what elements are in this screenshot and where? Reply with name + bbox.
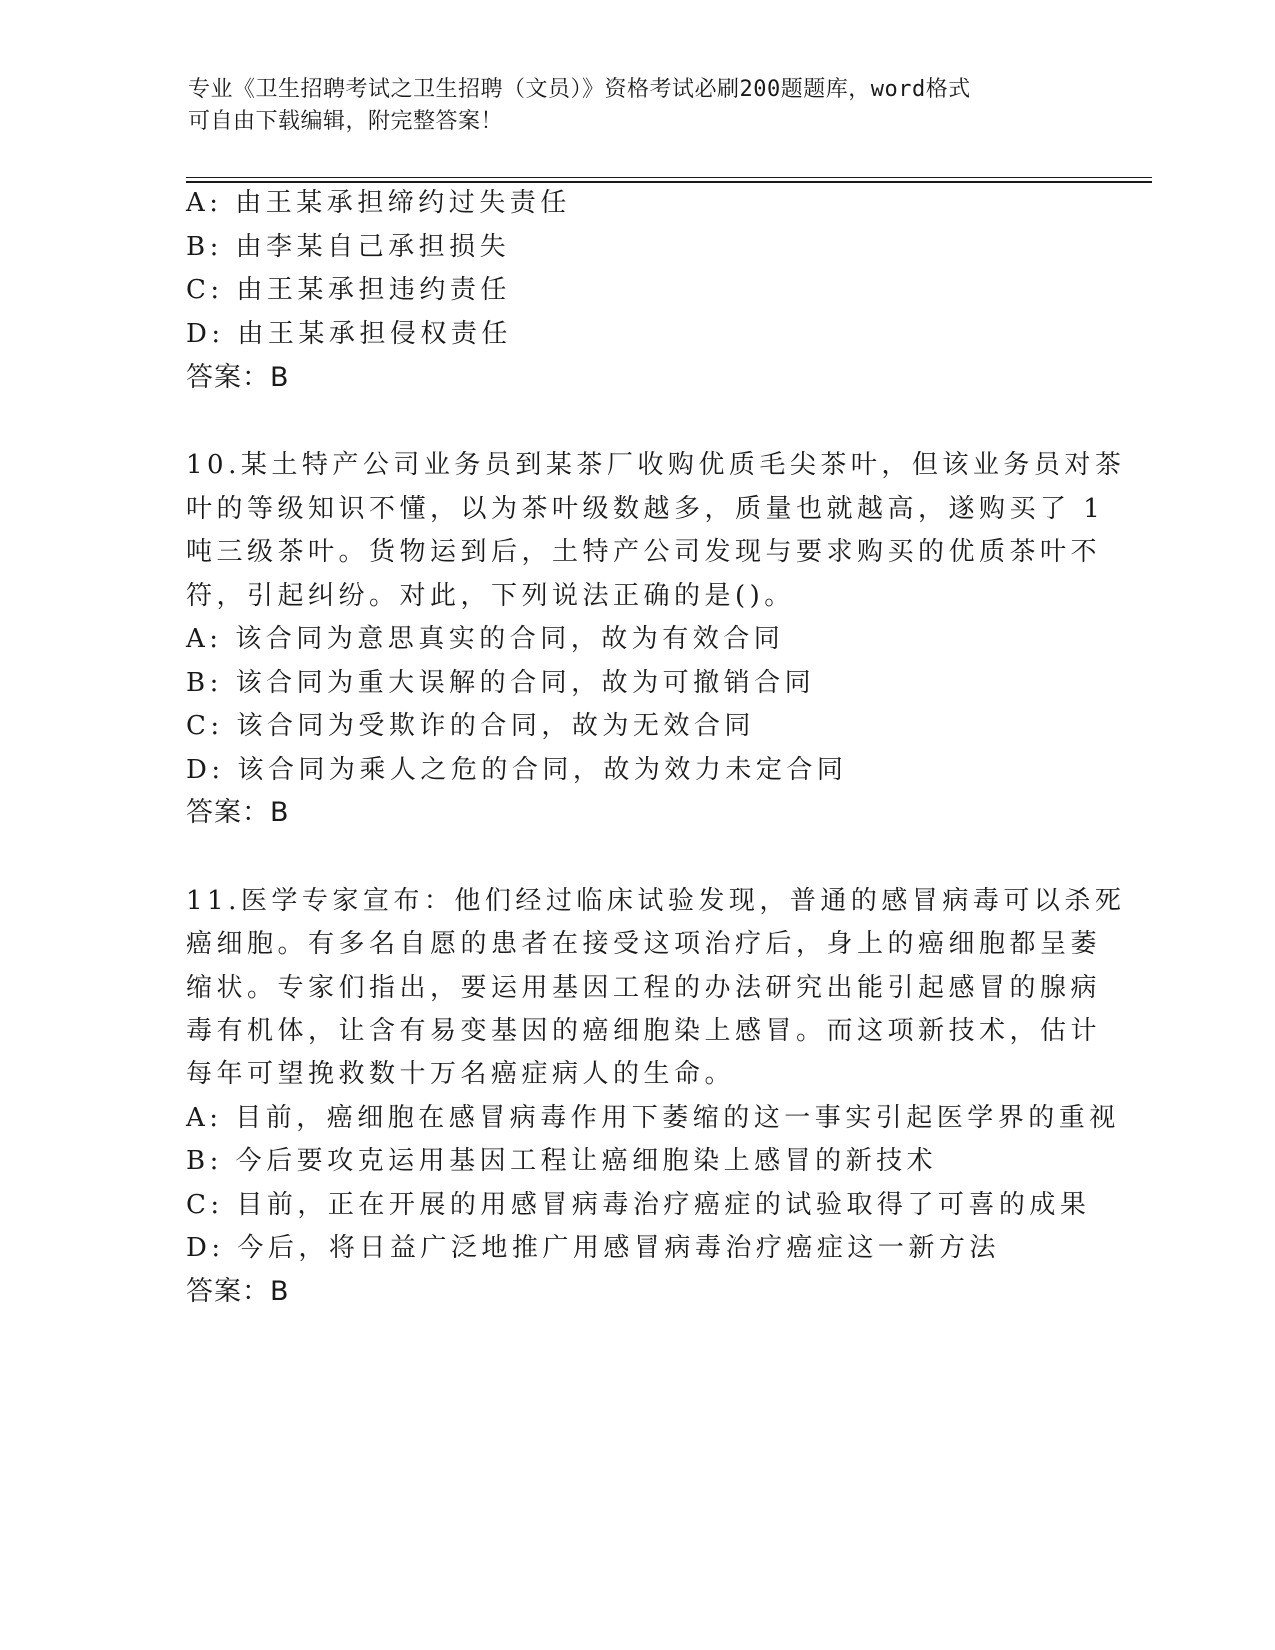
q9-option-a: A: 由王某承担缔约过失责任 [186, 188, 571, 218]
q9-option-b: B: 由李某自己承担损失 [186, 232, 511, 262]
q10-answer: 答案：B [186, 797, 290, 828]
q9-option-d: D: 由王某承担侵权责任 [186, 319, 512, 349]
q11-option-a: A: 目前，癌细胞在感冒病毒作用下萎缩的这一事实引起医学界的重视 [186, 1103, 1120, 1133]
q11-stem-line-4: 毒有机体，让含有易变基因的癌细胞染上感冒。而这项新技术，估计 [186, 1016, 1102, 1046]
q10-stem-line-4: 符，引起纠纷。对此，下列说法正确的是()。 [186, 581, 795, 611]
q11-option-b: B: 今后要攻克运用基因工程让癌细胞染上感冒的新技术 [186, 1146, 938, 1176]
q11-answer: 答案：B [186, 1276, 290, 1307]
q11-stem-line-1: 11.医学专家宣布：他们经过临床试验发现，普通的感冒病毒可以杀死 [186, 886, 1126, 916]
header-divider-thin [186, 177, 1152, 178]
q10-option-a: A: 该合同为意思真实的合同，故为有效合同 [186, 624, 785, 654]
q10-option-b: B: 该合同为重大误解的合同，故为可撤销合同 [186, 668, 816, 698]
q9-answer: 答案：B [186, 362, 290, 393]
q11-option-d: D: 今后，将日益广泛地推广用感冒病毒治疗癌症这一新方法 [186, 1233, 1000, 1263]
q11-stem-line-3: 缩状。专家们指出，要运用基因工程的办法研究出能引起感冒的腺病 [186, 973, 1102, 1003]
q10-option-c: C: 该合同为受欺诈的合同，故为无效合同 [186, 711, 755, 741]
q10-stem-line-2: 叶的等级知识不懂，以为茶叶级数越多，质量也就越高，遂购买了 1 [186, 494, 1105, 524]
q11-stem-line-2: 癌细胞。有多名自愿的患者在接受这项治疗后，身上的癌细胞都呈萎 [186, 929, 1102, 959]
q11-stem-line-5: 每年可望挽救数十万名癌症病人的生命。 [186, 1059, 736, 1089]
q9-option-c: C: 由王某承担违约责任 [186, 275, 511, 305]
q10-stem-line-3: 吨三级茶叶。货物运到后，土特产公司发现与要求购买的优质茶叶不 [186, 537, 1102, 567]
header-title-line-1: 专业《卫生招聘考试之卫生招聘（文员）》资格考试必刷200题题库，word格式 [188, 77, 971, 102]
q11-option-c: C: 目前，正在开展的用感冒病毒治疗癌症的试验取得了可喜的成果 [186, 1190, 1091, 1220]
q10-option-d: D: 该合同为乘人之危的合同，故为效力未定合同 [186, 755, 848, 785]
header-divider-thick [186, 181, 1152, 183]
document-header [188, 74, 1068, 138]
header-title-line-2: 可自由下载编辑，附完整答案！ [188, 109, 504, 134]
q10-stem-line-1: 10.某土特产公司业务员到某茶厂收购优质毛尖茶叶，但该业务员对茶 [186, 450, 1126, 480]
